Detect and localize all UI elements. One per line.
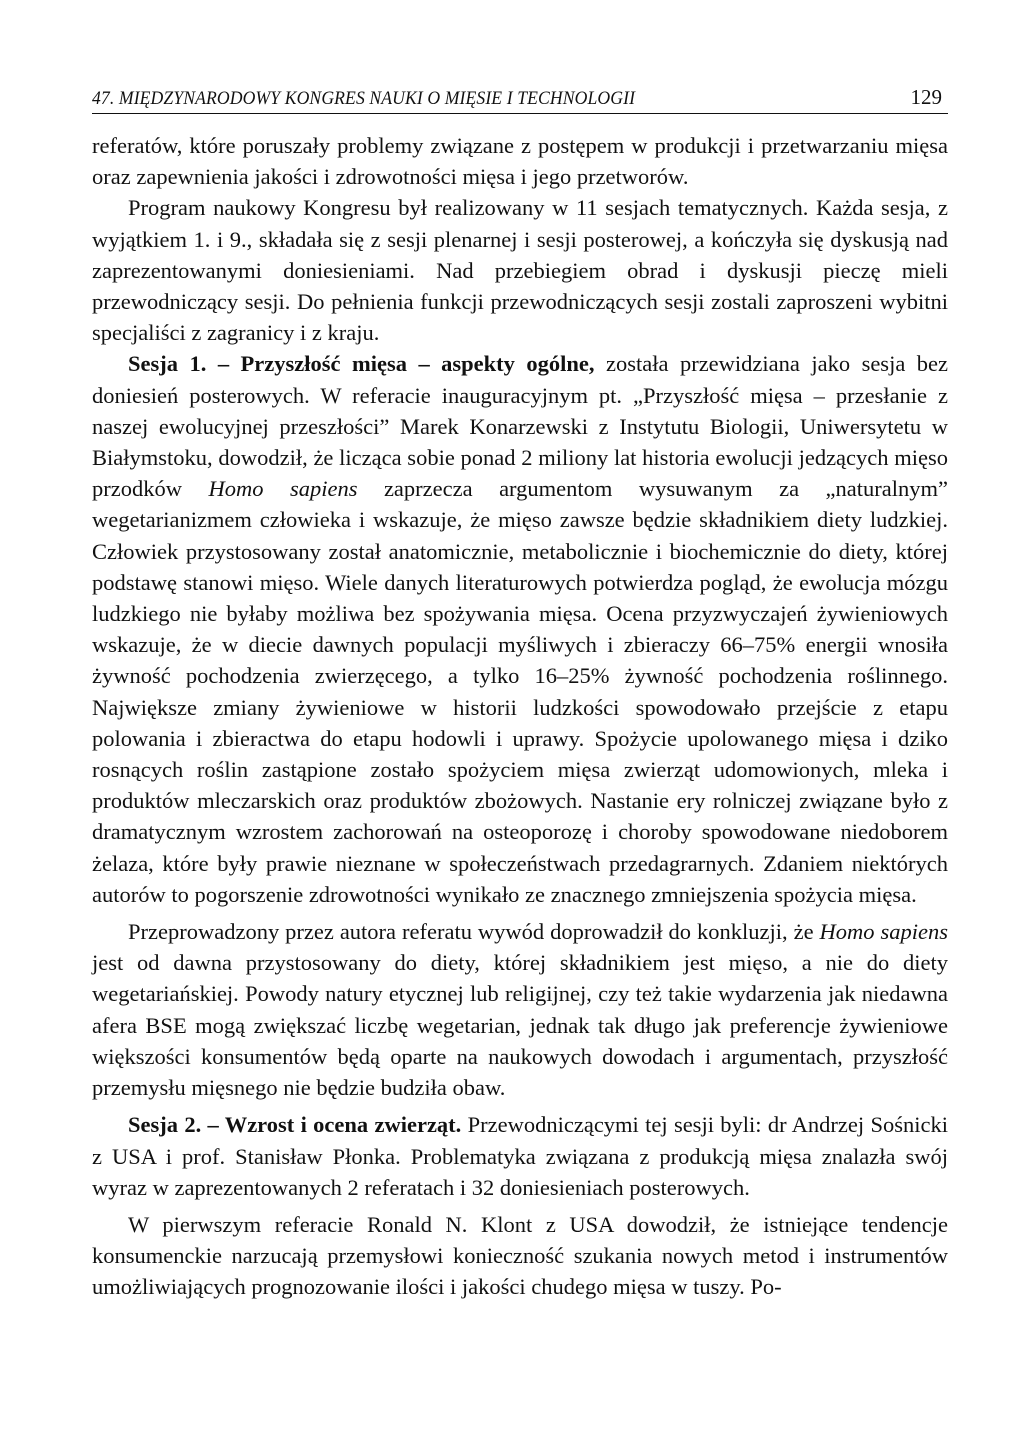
running-header <box>92 78 948 114</box>
document-page <box>92 78 948 1303</box>
body-text <box>92 130 948 1303</box>
paragraph-1 <box>92 130 948 192</box>
conclusion-species: Homo sapiens <box>819 919 949 945</box>
klont-text: W pierwszym referacie Ronald N. Klont z USA dowodził, że istniejące tendencje konsumenckie narzucają przemysłowi konieczność szukania nowych metod i instrumentów umożliwiających prognozowanie ilości i jakości chudego mięsa w tuszy. Po- <box>92 1211 948 1300</box>
page-number: 129 <box>910 85 942 109</box>
session-1-species: Homo sapiens <box>208 476 358 502</box>
paragraph-session-2 <box>92 1109 948 1203</box>
conclusion-text-b: jest od dawna przystosowany do diety, której składnikiem jest mięso, a nie do diety wegetariańskiej. Powody natury etycznej lub religijnej, czy też takie wydarzenia jak niedawna afera BSE mogą zwiększać liczbę wegetarian, jednak tak długo jak preferencje żywieniowe większości konsumentów będą oparte na naukowych dowodach i argumentach, przyszłość przemysłu mięsnego nie będzie budziła obaw. <box>92 950 948 1101</box>
session-1-heading: Sesja 1. – Przyszłość mięsa – aspekty ogólne, <box>128 351 595 377</box>
paragraph-1-text: referatów, które poruszały problemy związane z postępem w produkcji i przetwarzaniu mięsa oraz zapewnienia jakości i zdrowotności mięsa i jego przetworów. <box>92 133 948 190</box>
session-2-heading: Sesja 2. – Wzrost i ocena zwierząt. <box>128 1112 462 1138</box>
paragraph-2-text: Program naukowy Kongresu był realizowany w 11 sesjach tematycznych. Każda sesja, z wyjątkiem 1. i 9., składała się z sesji plenarnej i sesji posterowej, a kończyła się dyskusją nad zaprezentowanymi doniesieniami. Nad przebiegiem obrad i dyskusji pieczę mieli przewodniczący sesji. Do pełnienia funkcji przewodniczących sesji zostali zaproszeni wybitni specjaliści z zagranicy i z kraju. <box>92 195 948 346</box>
running-header-title: 47. MIĘDZYNARODOWY KONGRES NAUKI O MIĘSIE I TECHNOLOGII <box>92 88 636 109</box>
session-1-text-b: zaprzecza argumentom wysuwanym za „naturalnym” wegetarianizmem człowieka i wskazuje, że mięso zawsze będzie składnikiem diety ludzkiej. Człowiek przystosowany został anatomicznie, metabolicznie i biochemicznie do diety, której podstawę stanowi mięso. Wiele danych literaturowych potwierdza pogląd, że ewolucja mózgu ludzkiego nie byłaby możliwa bez spożywania mięsa. Ocena przyzwyczajeń żywieniowych wskazuje, że w diecie dawnych populacji myśliwych i zbieraczy 66–75% energii wnosiła żywność pochodzenia zwierzęcego, a tylko 16–25% żywność pochodzenia roślinnego. Największe zmiany żywieniowe w historii ludzkości spowodowało przejście z etapu polowania i zbieractwa do etapu hodowli i uprawy. Spożycie upolowanego mięsa i dziko rosnących roślin zastąpione zostało spożyciem mięsa zwierząt udomowionych, mleka i produktów mleczarskich oraz produktów zbożowych. Nastanie ery rolniczej związane było z dramatycznym wzrostem zachorowań na osteoporozę i choroby spowodowane niedoborem żelaza, które były prawie nieznane w społeczeństwach przedagrarnych. Zdaniem niektórych autorów to pogorszenie zdrowotności wynikało ze znacznego zmniejszenia spożycia mięsa. <box>92 476 948 907</box>
conclusion-text-a: Przeprowadzony przez autora referatu wywód doprowadził do konkluzji, że <box>128 919 820 945</box>
paragraph-klont <box>92 1209 948 1303</box>
session-2-text: Przewodniczącymi tej sesji byli: dr Andrzej Sośnicki z USA i prof. Stanisław Płonka. Problematyka związana z produkcją mięsa znalazła swój wyraz w zaprezentowanych 2 referatach i 32 doniesieniach posterowych. <box>92 1112 948 1200</box>
paragraph-conclusion <box>92 916 948 1103</box>
paragraph-2 <box>92 192 948 348</box>
session-1-text-a: została przewidziana jako sesja bez doniesień posterowych. W referacie inauguracyjnym pt. „Przyszłość mięsa – przesłanie z naszej ewolucyjnej przeszłości” Marek Konarzewski z Instytutu Biologii, Uniwersytetu w Białymstoku, dowodził, że licząca sobie ponad 2 miliony lat historia ewolucji jedzących mięso przodków <box>92 351 949 502</box>
paragraph-session-1 <box>92 348 948 910</box>
